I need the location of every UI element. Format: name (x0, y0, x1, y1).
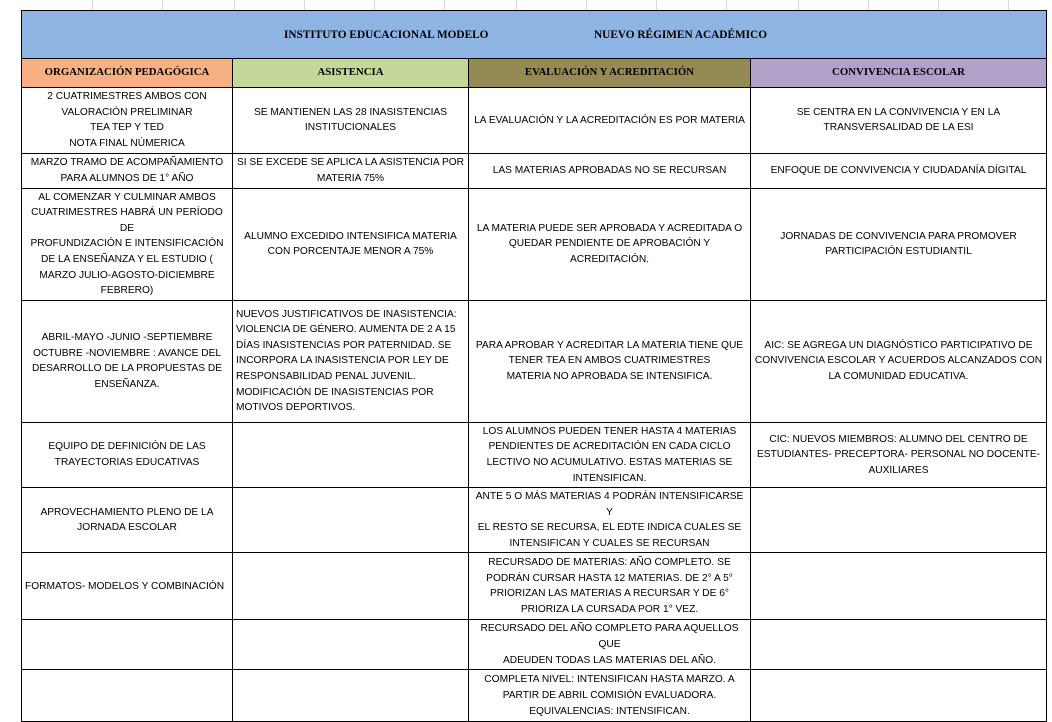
table-row (22, 422, 1047, 487)
cell-convivencia[interactable]: CIC: NUEVOS MIEMBROS: ALUMNO DEL CENTRO DE ESTUDIANTES- PRECEPTORA- PERSONAL NO DOCENTE- AUXILIARES (751, 422, 1047, 487)
cell-asistencia[interactable]: ALUMNO EXCEDIDO INTENSIFICA MATERIA CON PORCENTAJE MENOR A 75% (233, 188, 469, 300)
cell-convivencia[interactable]: SE CENTRA EN LA CONVIVENCIA Y EN LA TRANSVERSALIDAD DE LA ESI (751, 88, 1047, 153)
cell-asistencia[interactable]: SE MANTIENEN LAS 28 INASISTENCIAS INSTITUCIONALES (233, 88, 469, 153)
table-row (22, 188, 1047, 300)
title-row (22, 11, 1047, 59)
cell-convivencia[interactable] (751, 553, 1047, 620)
table-row (22, 88, 1047, 153)
institute-title: INSTITUTO EDUCACIONAL MODELO (284, 28, 489, 41)
cell-organizacion[interactable]: 2 CUATRIMESTRES AMBOS CON VALORACIÓN PRELIMINAR TEA TEP Y TED NOTA FINAL NÚMERICA (22, 88, 233, 153)
cell-evaluacion[interactable]: LAS MATERIAS APROBADAS NO SE RECURSAN (469, 153, 751, 188)
cell-evaluacion[interactable]: LA MATERIA PUEDE SER APROBADA Y ACREDITADA O QUEDAR PENDIENTE DE APROBACIÓN Y ACREDITACIÓN. (469, 188, 751, 300)
regimen-table (21, 10, 1047, 722)
cell-evaluacion[interactable]: ANTE 5 O MÁS MATERIAS 4 PODRÁN INTENSIFICARSE Y EL RESTO SE RECURSA, EL EDTE INDICA CUALES SE INTENSIFICAN Y CUALES SE RECURSAN (469, 488, 751, 553)
cell-evaluacion[interactable]: LA EVALUACIÓN Y LA ACREDITACIÓN ES POR MATERIA (469, 88, 751, 153)
table-row (22, 153, 1047, 188)
cell-asistencia[interactable] (233, 422, 469, 487)
cell-organizacion[interactable] (22, 620, 233, 670)
cell-evaluacion[interactable]: LOS ALUMNOS PUEDEN TENER HASTA 4 MATERIAS PENDIENTES DE ACREDITACIÓN EN CADA CICLO LECTIVO NO ACUMULATIVO. ESTAS MATERIAS SE INTENSIFICAN. (469, 422, 751, 487)
cell-asistencia[interactable] (233, 553, 469, 620)
cell-organizacion[interactable]: ABRIL-MAYO -JUNIO -SEPTIEMBRE OCTUBRE -NOVIEMBRE : AVANCE DEL DESARROLLO DE LA PROPUESTAS DE ENSEÑANZA. (22, 300, 233, 422)
cell-asistencia[interactable] (233, 620, 469, 670)
cell-convivencia[interactable]: ENFOQUE DE CONVIVENCIA Y CIUDADANÍA DÍGITAL (751, 153, 1047, 188)
cell-organizacion[interactable]: APROVECHAMIENTO PLENO DE LA JORNADA ESCOLAR (22, 488, 233, 553)
header-evaluacion[interactable]: EVALUACIÓN Y ACREDITACIÓN (469, 59, 751, 88)
cell-convivencia[interactable] (751, 488, 1047, 553)
header-row (22, 59, 1047, 88)
header-organizacion[interactable]: ORGANIZACIÓN PEDAGÓGICA (22, 59, 233, 88)
gridlines-top (22, 0, 1046, 10)
cell-evaluacion[interactable]: COMPLETA NIVEL: INTENSIFICAN HASTA MARZO. A PARTIR DE ABRIL COMISIÓN EVALUADORA. EQUIVALENCIAS: INTENSIFICAN. (469, 670, 751, 722)
cell-asistencia[interactable]: NUEVOS JUSTIFICATIVOS DE INASISTENCIA: VIOLENCIA DE GÉNERO. AUMENTA DE 2 A 15 DÍAS INASISTENCIAS POR PATERNIDAD. SE INCORPORA LA INASISTENCIA POR LEY DE RESPONSABILIDAD PENAL JUVENIL. MODIFICACIÓN DE INASISTENCIAS POR MOTIVOS DEPORTIVOS. (233, 300, 469, 422)
cell-evaluacion[interactable]: RECURSADO DE MATERIAS: AÑO COMPLETO. SE PODRÁN CURSAR HASTA 12 MATERIAS. DE 2° A 5° PRIORIZAN LAS MATERIAS A RECURSAR Y DE 6° PRIORIZA LA CURSADA POR 1° VEZ. (469, 553, 751, 620)
cell-evaluacion[interactable]: RECURSADO DEL AÑO COMPLETO PARA AQUELLOS QUE ADEUDEN TODAS LAS MATERIAS DEL AÑO. (469, 620, 751, 670)
cell-convivencia[interactable]: JORNADAS DE CONVIVENCIA PARA PROMOVER PARTICIPACIÓN ESTUDIANTIL (751, 188, 1047, 300)
cell-convivencia[interactable] (751, 670, 1047, 722)
regime-title: NUEVO RÉGIMEN ACADÉMICO (594, 28, 767, 41)
header-convivencia[interactable]: CONVIVENCIA ESCOLAR (751, 59, 1047, 88)
header-asistencia[interactable]: ASISTENCIA (233, 59, 469, 88)
table-row (22, 553, 1047, 620)
title-cell[interactable] (22, 11, 1047, 59)
cell-organizacion[interactable]: EQUIPO DE DEFINICIÓN DE LAS TRAYECTORIAS EDUCATIVAS (22, 422, 233, 487)
cell-organizacion[interactable]: MARZO TRAMO DE ACOMPAÑAMIENTO PARA ALUMNOS DE 1° AÑO (22, 153, 233, 188)
cell-convivencia[interactable] (751, 620, 1047, 670)
cell-asistencia[interactable]: SI SE EXCEDE SE APLICA LA ASISTENCIA POR MATERIA 75% (233, 153, 469, 188)
cell-organizacion[interactable] (22, 670, 233, 722)
table-row (22, 620, 1047, 670)
cell-asistencia[interactable] (233, 670, 469, 722)
cell-organizacion[interactable]: AL COMENZAR Y CULMINAR AMBOS CUATRIMESTRES HABRÁ UN PERÍODO DE PROFUNDIZACIÓN E INTENSIFICACIÓN DE LA ENSEÑANZA Y EL ESTUDIO ( MARZO JULIO-AGOSTO-DICIEMBRE FEBRERO) (22, 188, 233, 300)
table-row (22, 300, 1047, 422)
cell-convivencia[interactable]: AIC: SE AGREGA UN DIAGNÓSTICO PARTICIPATIVO DE CONVIVENCIA ESCOLAR Y ACUERDOS ALCANZADOS CON LA COMUNIDAD EDUCATIVA. (751, 300, 1047, 422)
table-row (22, 488, 1047, 553)
cell-asistencia[interactable] (233, 488, 469, 553)
table-row (22, 670, 1047, 722)
cell-evaluacion[interactable]: PARA APROBAR Y ACREDITAR LA MATERIA TIENE QUE TENER TEA EN AMBOS CUATRIMESTRES MATERIA NO APROBADA SE INTENSIFICA. (469, 300, 751, 422)
cell-organizacion[interactable]: FORMATOS- MODELOS Y COMBINACIÓN (22, 553, 233, 620)
